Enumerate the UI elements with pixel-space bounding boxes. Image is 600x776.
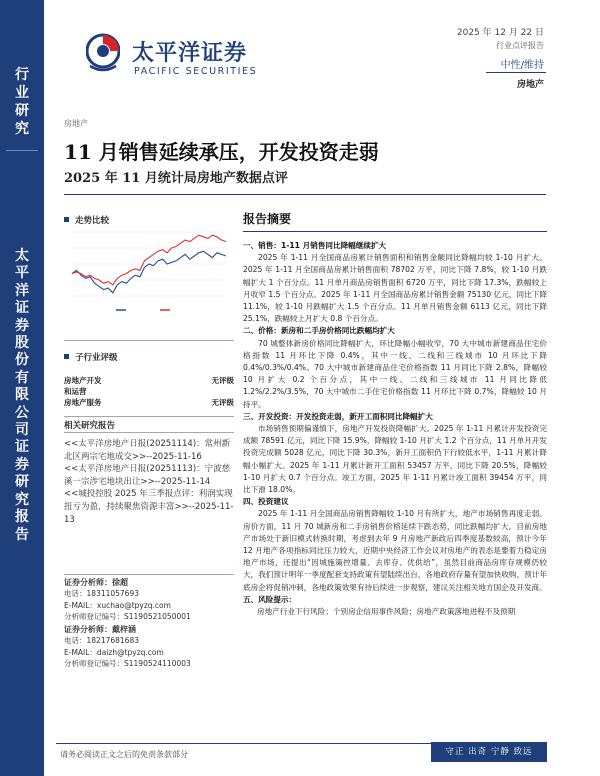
sub-rating-table [64,375,234,408]
section-paragraph: 房地产行业下行风险；个别房企信用事件风险；房地产政策落地进程不及预期 [257,607,516,617]
series-line-1 [72,235,226,285]
section-heading: 五、风险提示： [243,594,297,604]
table-row: 房地产服务 无评级 [64,398,234,407]
analyst-name: 戴梓涵 [112,625,136,634]
company-motto: 守正 出奇 宁静 致远 [431,742,547,762]
logo-english-name: PACIFIC SECURITIES [134,66,258,77]
abstract-heading: 报告摘要 [243,212,292,226]
sub-sector-label: 房地产 [64,119,88,128]
section-divider [64,432,234,433]
title-divider [64,194,546,195]
report-title: 11 月销售延续承压，开发投资走弱 [64,140,379,164]
sub-rating-section [64,351,234,363]
trend-heading: 走势比较 [64,214,234,226]
analyst-phone: 电话：18217681683 [64,636,139,646]
analyst-card: 证券分析师：戴梓涵 电话：18217681683 E-MAIL：daizh@tpyzq.com 分析师登记编号：S1190524110003 [64,624,234,670]
section-paragraph: 70 城整体新房价格同比降幅扩大，环比降幅小幅收窄，70 大中城市新建商品住宅价格指数 11 月环比下降 0.4%，其中一线、二线和三线城市 10 月环比下降 0.4%/0.3%/0.4%。70 大中城市新建商品住宅价格指数 11 月同比下降 2.8%，降幅较 10 月扩大 0.2 个百分点，其中一线、二线和三线城市 11 月同比降低 1.2%/2.2%/3.5%，70 大中城市二手住宅价格指数 11 月环比下降 0.7%，降幅较 10 月持平。 [243,338,547,409]
analyst-phone: 电话：18311057693 [64,589,139,599]
logo-chinese-name: 太平洋证券 [132,41,248,66]
trend-section [64,214,234,318]
section-divider [64,574,234,575]
organization-name: 太平洋证券股份有限公司证券研究报告 [15,248,29,543]
related-report-link[interactable]: <<太平洋房地产日报(20251113)：宁波慈溪一宗涉宅地块出让>>--2025-11-14 [64,464,231,487]
section-heading: 一、销售：1-11 月销售同比降幅继续扩大 [243,241,387,250]
analyst-registration: 分析师登记编号：S1190521050001 [64,612,191,622]
disclaimer-note[interactable]: 请务必阅读正文之后的免责条款部分 [60,750,188,759]
analyst-card: 证券分析师：徐超 电话：18311057693 E-MAIL：xuchao@tpyzq.com 分析师登记编号：S1190521050001 [64,577,234,623]
industry-sector: 房地产 [516,80,544,90]
related-report-link[interactable]: <<太平洋房地产日报(20251114)：常州新北区两宗宅地成交>>--2025-11-16 [64,439,231,462]
bullet-square-icon [64,354,69,359]
analyst-registration: 分析师登记编号：S1190524110003 [64,659,191,669]
report-type: 行业点评报告 [496,41,544,50]
related-reports-heading: 相关研究报告 [64,421,116,431]
trend-chart [64,226,234,318]
logo-mark-icon [86,30,120,72]
section-heading: 四、投资建议 [243,497,289,507]
related-report-link[interactable]: <<城投控股 2025 年三季报点评：利润实现扭亏为盈，持续聚焦资源丰富>>--2025-11-13 [64,489,234,525]
analyst-email[interactable]: E-MAIL：daizh@tpyzq.com [64,647,164,657]
industry-rating: 中性/维持 [500,60,544,71]
table-row: 房地产开发 无评级 [64,376,234,385]
analyst-name: 徐超 [112,578,128,587]
section-heading: 二、价格：新房和二手房价格同比跌幅均扩大 [243,326,395,336]
abstract-divider [243,231,547,232]
report-category: 行业研究 [15,67,29,137]
sidebar-divider [6,150,38,151]
section-divider [64,340,234,341]
section-heading: 三、开发投资：开发投资走弱，新开工面积同比降幅扩大 [243,411,433,421]
section-paragraph: 2025 年 1-11 月全国商品房累计销售面积和销售金额同比降幅均较 1-10 月扩大。2025 年 1-11 月全国商品房累计销售面积 78702 万平，同比下降 7.8%，较 1-10 月跌幅扩大 1 个百分点。11 月单月商品房销售面积 6720 万平，同比下降 17.3%，跌幅较上月收窄 1.5 个百分点。2025 年 1-11 月全国商品房累计销售金额 75130 亿元，同比下降 11.1%，较 1-10 月跌幅扩大 1.5 个百分点。11 月单月销售金额 6113 亿元，同比下降 25.1%，跌幅较上月扩大 0.8 个百分点。 [243,253,547,324]
report-subtitle: 2025 年 11 月统计局房地产数据点评 [64,171,288,186]
section-divider [64,416,234,417]
sub-rating-heading: 子行业评级 [64,351,234,363]
section-paragraph: 市场销售预期偏谨慎下，房地产开发投资降幅扩大。2025 年 1-11 月累计开发投资完成额 78591 亿元，同比下降 15.9%，降幅较 1-10 月扩大 1.2 个百分点，11 月单月开发投资完成额 5028 亿元，同比下降 30.3%，新开工面积仍下行较低水平，1-11 月累计降幅小幅扩大。2025 年 1-11 月累计新开工面积 53457 万平，同比下降 20.5%，降幅较 1-10 月扩大 0.7 个百分点。竣工方面，2025 年 1-11 月累计竣工面积 39454 万平，同比下滑 18.0%。 [243,424,547,495]
report-date: 2025 年 12 月 22 日 [456,28,544,38]
abstract-body [243,240,547,618]
header-divider [486,72,546,73]
section-paragraph: 2025 年 1-11 月全国商品房销售降幅较 1-10 月有所扩大，地产市场销售再度走弱。房价方面，11 月 70 城新房和二手房销售价格延续下跌态势，同比跌幅均扩大。目前房地产市场处于新旧模式转换时期，考虑到去年 9 月房地产新政后四季度基数较高，预计今年 12 月地产各项指标同比压力较大，近期中央经济工作会议对房地产的表态是要着力稳定房地产市场，还提出“因城施策控增量、去库存、优供给”，虽然目前商品房库存规模仍较大，我们预计明年一季度配套支持政策有望陆续出台，各地政府存量有望加快收购，预计年底房企将促销冲刺，各地政策效果有待后续进一步观察，建议关注相关地方国企及开发商。 [243,509,547,592]
related-reports-list [64,438,236,526]
vertical-sidebar [0,0,44,776]
analyst-email[interactable]: E-MAIL：xuchao@tpyzq.com [64,600,171,610]
bullet-square-icon [64,217,69,222]
table-row: 和运营 [64,387,87,396]
